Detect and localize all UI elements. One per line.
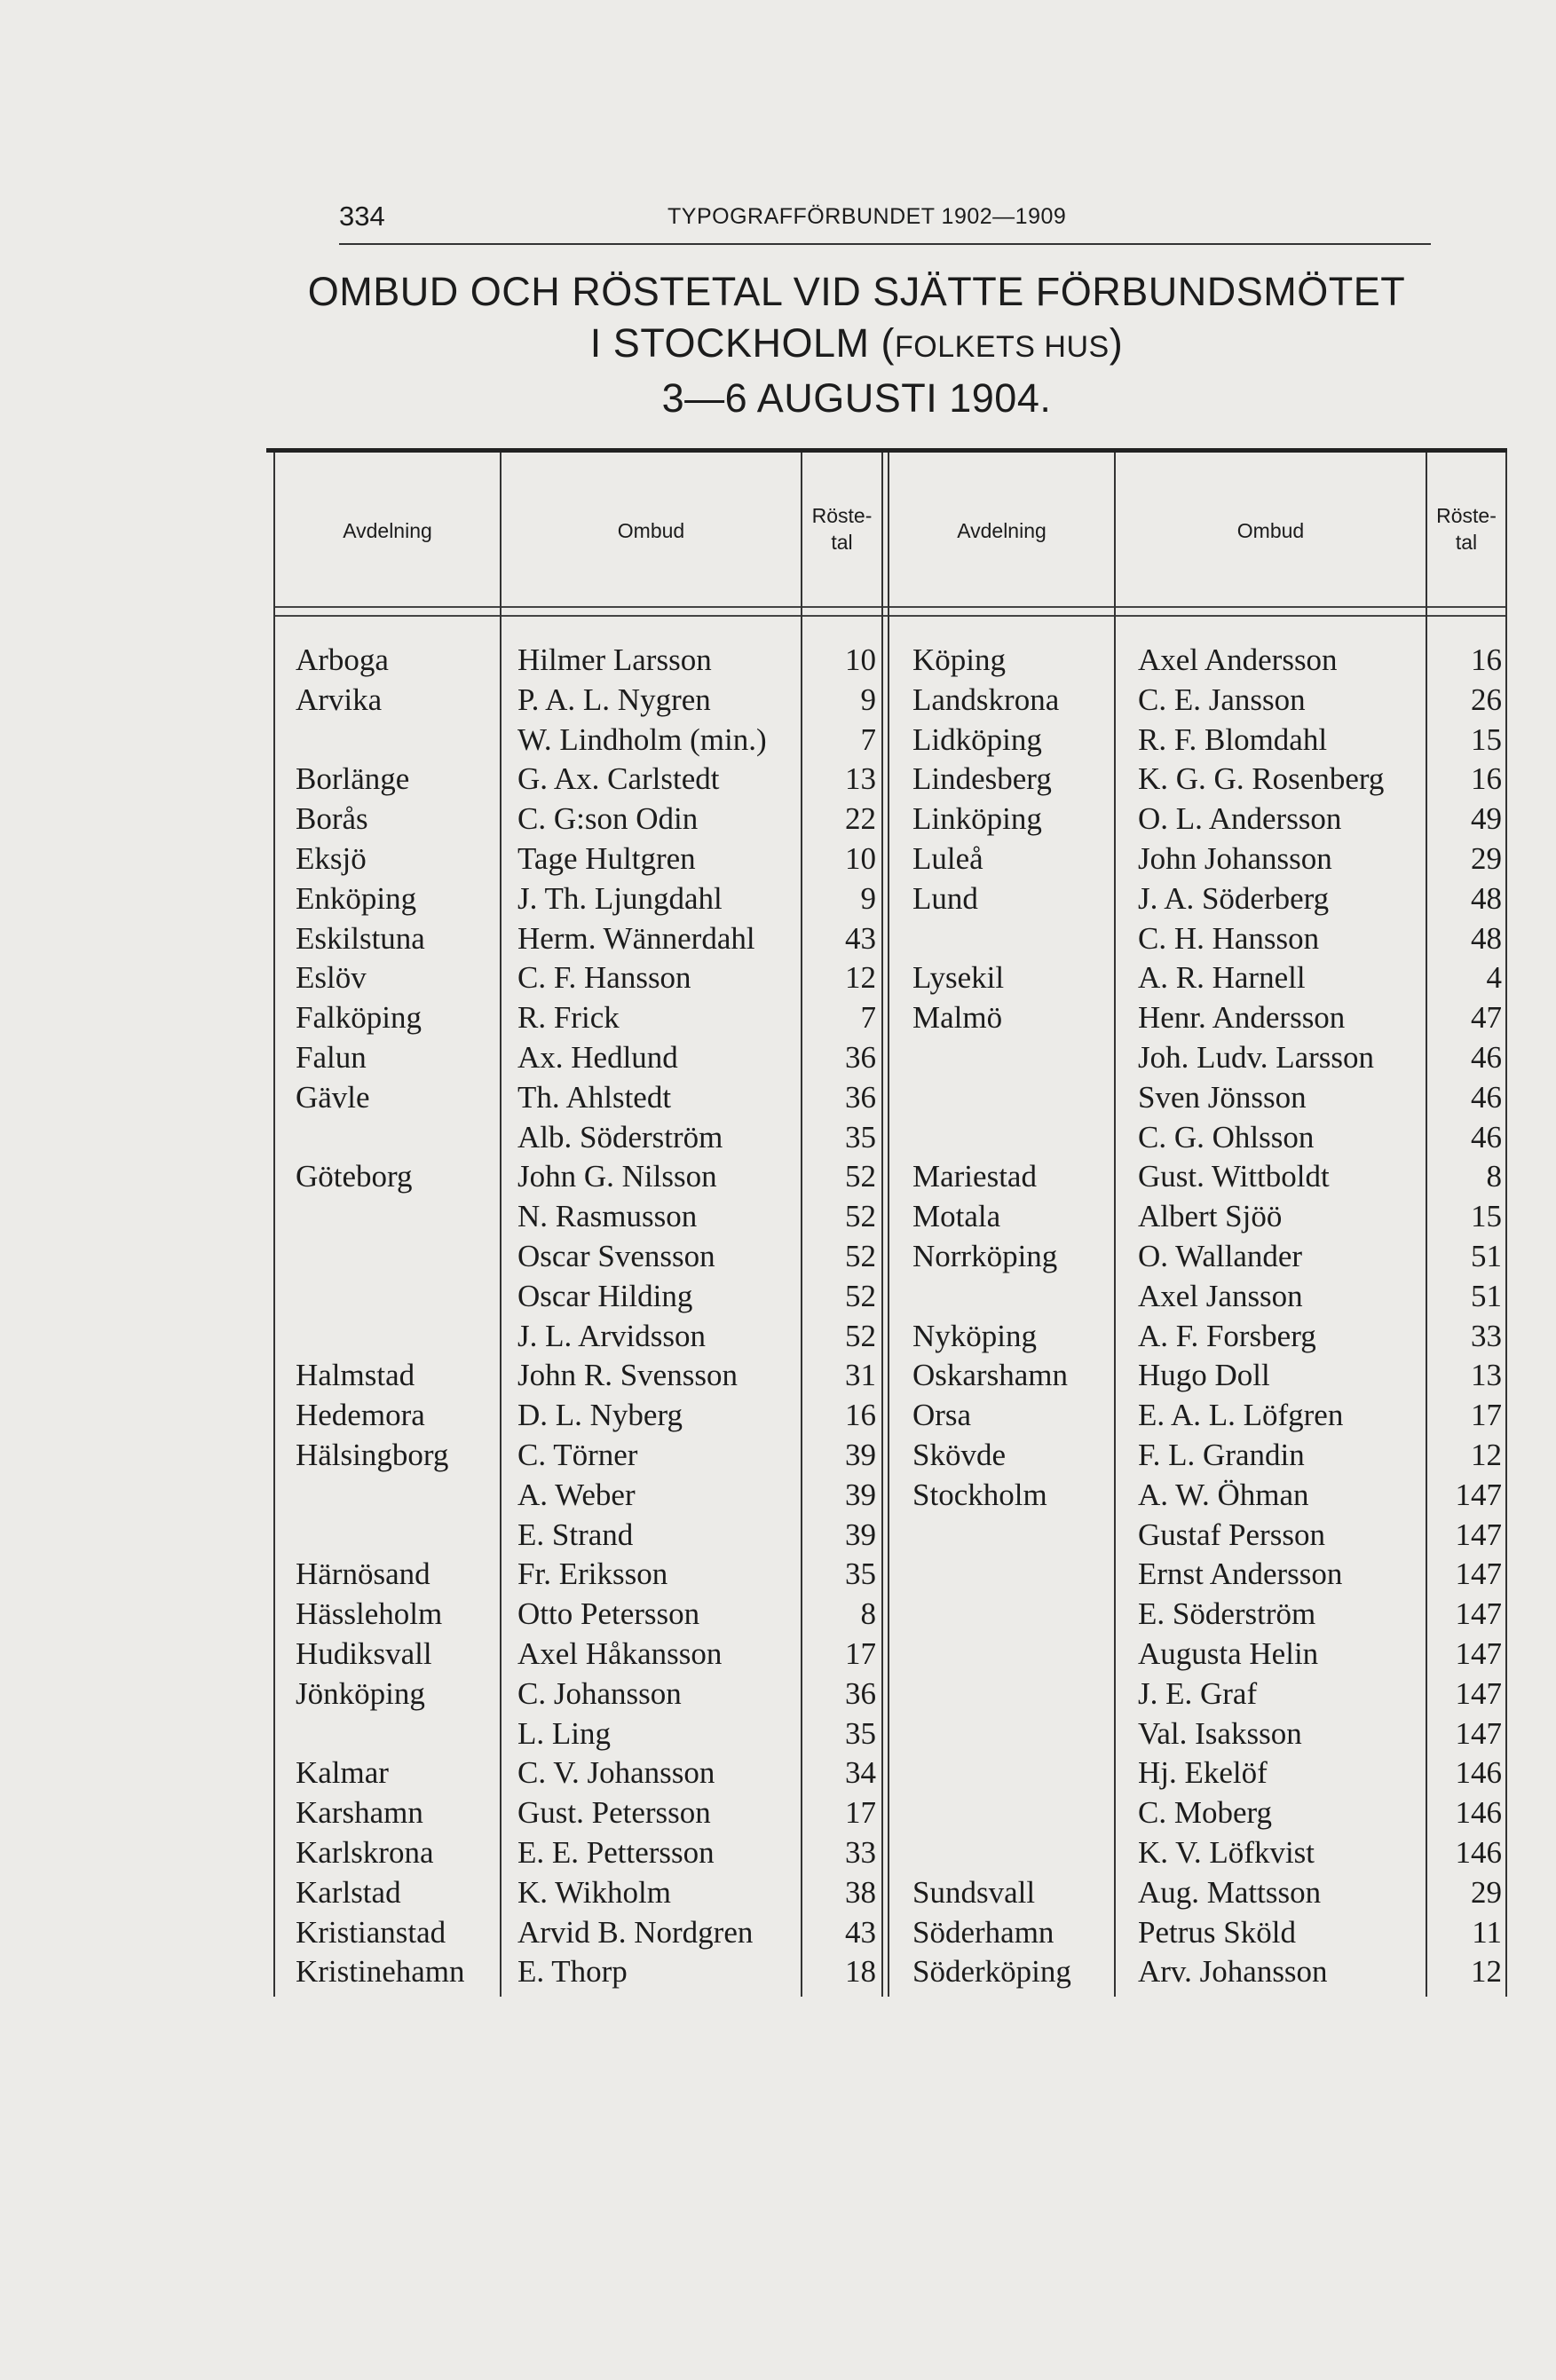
avdelning-cell: Lund xyxy=(912,880,978,916)
rostetal-cell: 36 xyxy=(845,1079,876,1115)
rostetal-cell: 29 xyxy=(1471,841,1502,876)
avdelning-cell: Härnösand xyxy=(296,1556,430,1592)
avdelning-cell: Halmstad xyxy=(296,1358,415,1393)
avdelning-cell: Borås xyxy=(296,801,368,837)
ombud-cell: C. E. Jansson xyxy=(1138,682,1306,717)
avdelning-cell: Kristinehamn xyxy=(296,1954,465,1990)
ombud-cell: Axel Jansson xyxy=(1138,1278,1303,1313)
ombud-cell: Arv. Johansson xyxy=(1138,1954,1328,1990)
avdelning-cell: Lindesberg xyxy=(912,761,1052,797)
ombud-cell: J. A. Söderberg xyxy=(1138,880,1330,916)
ombud-cell: C. H. Hansson xyxy=(1138,920,1320,956)
running-title: TYPOGRAFFÖRBUNDET 1902—1909 xyxy=(667,204,1067,229)
rostetal-cell: 16 xyxy=(1471,761,1502,797)
avdelning-cell: Karlstad xyxy=(296,1874,401,1910)
ombud-cell: Sven Jönsson xyxy=(1138,1079,1307,1115)
ombud-cell: N. Rasmusson xyxy=(517,1199,698,1234)
table-top-rule xyxy=(266,448,1507,453)
avdelning-cell: Hedemora xyxy=(296,1398,425,1433)
rostetal-cell: 52 xyxy=(845,1278,876,1313)
ombud-cell: Arvid B. Nordgren xyxy=(517,1914,754,1950)
rostetal-cell: 13 xyxy=(845,761,876,797)
rostetal-cell: 33 xyxy=(845,1835,876,1870)
page-number: 334 xyxy=(339,201,385,232)
ombud-cell: E. Strand xyxy=(517,1517,634,1552)
rostetal-cell: 4 xyxy=(1486,960,1502,996)
rostetal-cell: 39 xyxy=(845,1477,876,1512)
ombud-cell: G. Ax. Carlstedt xyxy=(517,761,720,797)
rostetal-cell: 147 xyxy=(1455,1477,1502,1512)
ombud-cell: E. Söderström xyxy=(1138,1596,1316,1632)
ombud-cell: Henr. Andersson xyxy=(1138,1000,1346,1036)
avdelning-cell: Söderhamn xyxy=(912,1914,1054,1950)
rostetal-cell: 146 xyxy=(1455,1755,1502,1791)
rostetal-cell: 43 xyxy=(845,1914,876,1950)
avdelning-cell: Göteborg xyxy=(296,1159,413,1194)
ombud-cell: Th. Ahlstedt xyxy=(517,1079,672,1115)
rostetal-cell: 48 xyxy=(1471,920,1502,956)
rostetal-cell: 10 xyxy=(845,642,876,677)
avdelning-cell: Kristianstad xyxy=(296,1914,446,1950)
ombud-cell: Fr. Eriksson xyxy=(517,1556,668,1592)
ombud-cell: C. F. Hansson xyxy=(517,960,691,996)
ombud-cell: Oscar Svensson xyxy=(517,1239,715,1273)
rostetal-cell: 52 xyxy=(845,1318,876,1353)
avdelning-cell: Söderköping xyxy=(912,1954,1071,1990)
avdelning-cell: Norrköping xyxy=(912,1239,1058,1273)
header-rule-b xyxy=(273,615,1507,617)
rostetal-cell: 31 xyxy=(845,1358,876,1393)
avdelning-cell: Jönköping xyxy=(296,1675,425,1711)
avdelning-cell: Gävle xyxy=(296,1079,370,1115)
ombud-cell: R. Frick xyxy=(517,1000,620,1036)
ombud-cell: Axel Andersson xyxy=(1138,642,1338,677)
title-line-2 xyxy=(266,318,1447,373)
header-rostetal-left xyxy=(802,502,881,556)
rostetal-cell: 47 xyxy=(1471,1000,1502,1036)
ombud-cell: Petrus Sköld xyxy=(1138,1914,1296,1950)
avdelning-cell: Lidköping xyxy=(912,721,1042,757)
title-line-2-c: ) xyxy=(1109,320,1124,366)
ombud-cell: R. F. Blomdahl xyxy=(1138,721,1328,757)
avdelning-cell: Falköping xyxy=(296,1000,422,1036)
rostetal-cell: 7 xyxy=(860,721,876,757)
rostetal-cell: 7 xyxy=(860,1000,876,1036)
rostetal-cell: 52 xyxy=(845,1159,876,1194)
ombud-cell: L. Ling xyxy=(517,1715,611,1751)
avdelning-cell: Karlskrona xyxy=(296,1835,434,1870)
ombud-cell: C. G:son Odin xyxy=(517,801,699,837)
rostetal-cell: 35 xyxy=(845,1119,876,1155)
avdelning-cell: Eksjö xyxy=(296,841,367,876)
ombud-cell: Ax. Hedlund xyxy=(517,1040,678,1075)
ombud-cell: D. L. Nyberg xyxy=(517,1398,683,1433)
ombud-cell: Alb. Söderström xyxy=(517,1119,723,1155)
avdelning-cell: Arvika xyxy=(296,682,383,717)
ombud-cell: John Johansson xyxy=(1138,841,1332,876)
ombud-cell: J. Th. Ljungdahl xyxy=(517,880,723,916)
ombud-cell: Albert Sjöö xyxy=(1138,1199,1283,1234)
col-divider-1 xyxy=(500,453,502,1997)
avdelning-cell: Motala xyxy=(912,1199,1001,1234)
ombud-cell: E. A. L. Löfgren xyxy=(1138,1398,1344,1433)
title-line-1: OMBUD OCH RÖSTETAL VID SJÄTTE FÖRBUNDSMÖTET xyxy=(307,269,1406,314)
rostetal-cell: 38 xyxy=(845,1874,876,1910)
rostetal-cell: 36 xyxy=(845,1675,876,1711)
ombud-cell: K. Wikholm xyxy=(517,1874,671,1910)
rostetal-cell: 52 xyxy=(845,1199,876,1234)
rostetal-cell: 18 xyxy=(845,1954,876,1990)
rostetal-cell: 22 xyxy=(845,801,876,837)
table-title xyxy=(266,266,1447,424)
avdelning-cell: Stockholm xyxy=(912,1477,1047,1512)
avdelning-cell: Luleå xyxy=(912,841,983,876)
ombud-cell: E. E. Pettersson xyxy=(517,1835,715,1870)
avdelning-cell: Eskilstuna xyxy=(296,920,425,956)
header-avdelning-left: Avdelning xyxy=(343,519,432,542)
ombud-cell: A. W. Öhman xyxy=(1138,1477,1309,1512)
avdelning-cell: Kalmar xyxy=(296,1755,389,1791)
rostetal-cell: 12 xyxy=(1471,1954,1502,1990)
ombud-cell: Gustaf Persson xyxy=(1138,1517,1325,1552)
ombud-cell: Gust. Petersson xyxy=(517,1795,711,1831)
ombud-cell: W. Lindholm (min.) xyxy=(517,721,767,757)
ombud-cell: Gust. Wittboldt xyxy=(1138,1159,1330,1194)
rostetal-cell: 16 xyxy=(1471,642,1502,677)
rostetal-cell: 39 xyxy=(845,1438,876,1472)
ombud-cell: K. G. G. Rosenberg xyxy=(1138,761,1385,797)
header-rostetal-left-1: Röste- xyxy=(811,504,873,527)
rostetal-cell: 10 xyxy=(845,841,876,876)
ombud-cell: A. F. Forsberg xyxy=(1138,1318,1316,1353)
header-rule xyxy=(339,243,1431,245)
rostetal-cell: 15 xyxy=(1471,1199,1502,1234)
rostetal-cell: 46 xyxy=(1471,1079,1502,1115)
header-rule-a xyxy=(273,606,1507,608)
col-divider-4 xyxy=(1114,453,1116,1997)
header-avdelning-right: Avdelning xyxy=(957,519,1047,542)
center-divider-b xyxy=(888,453,889,1997)
avdelning-cell: Arboga xyxy=(296,642,389,677)
ombud-cell: A. Weber xyxy=(517,1477,636,1512)
avdelning-cell: Hässleholm xyxy=(296,1596,443,1632)
rostetal-cell: 51 xyxy=(1471,1278,1502,1313)
header-rostetal-left-2: tal xyxy=(831,531,853,554)
ombud-cell: K. V. Löfkvist xyxy=(1138,1835,1315,1870)
rostetal-cell: 146 xyxy=(1455,1795,1502,1831)
rostetal-cell: 147 xyxy=(1455,1556,1502,1592)
rostetal-cell: 51 xyxy=(1471,1239,1502,1273)
rostetal-cell: 147 xyxy=(1455,1715,1502,1751)
rostetal-cell: 46 xyxy=(1471,1040,1502,1075)
rostetal-cell: 17 xyxy=(1471,1398,1502,1433)
ombud-cell: Hilmer Larsson xyxy=(517,642,712,677)
avdelning-cell: Hudiksvall xyxy=(296,1636,432,1671)
avdelning-cell: Karshamn xyxy=(296,1795,423,1831)
ombud-cell: J. L. Arvidsson xyxy=(517,1318,706,1353)
ombud-cell: C. Törner xyxy=(517,1438,638,1472)
header-rostetal-right xyxy=(1427,502,1505,556)
rostetal-cell: 11 xyxy=(1472,1914,1502,1950)
header-rostetal-right-1: Röste- xyxy=(1436,504,1497,527)
rostetal-cell: 52 xyxy=(845,1239,876,1273)
avdelning-cell: Landskrona xyxy=(912,682,1060,717)
header-ombud-left: Ombud xyxy=(617,519,685,542)
rostetal-cell: 12 xyxy=(845,960,876,996)
page-header xyxy=(339,197,1431,250)
rostetal-cell: 43 xyxy=(845,920,876,956)
ombud-cell: O. Wallander xyxy=(1138,1239,1303,1273)
title-line-2-a: I STOCKHOLM ( xyxy=(589,320,896,366)
ombud-cell: Augusta Helin xyxy=(1138,1636,1319,1671)
ombud-cell: Hj. Ekelöf xyxy=(1138,1755,1268,1791)
ombud-cell: Oscar Hilding xyxy=(517,1278,693,1313)
header-rostetal-right-2: tal xyxy=(1455,531,1478,554)
center-divider-a xyxy=(881,453,883,1997)
ombud-cell: P. A. L. Nygren xyxy=(517,682,711,717)
rostetal-cell: 146 xyxy=(1455,1835,1502,1870)
avdelning-cell: Linköping xyxy=(912,801,1042,837)
rostetal-cell: 49 xyxy=(1471,801,1502,837)
avdelning-cell: Orsa xyxy=(912,1398,972,1433)
rostetal-cell: 35 xyxy=(845,1715,876,1751)
rostetal-cell: 26 xyxy=(1471,682,1502,717)
avdelning-cell: Oskarshamn xyxy=(912,1358,1068,1393)
ombud-cell: A. R. Harnell xyxy=(1138,960,1306,996)
ombud-cell: Tage Hultgren xyxy=(517,841,696,876)
ombud-cell: Joh. Ludv. Larsson xyxy=(1138,1040,1375,1075)
avdelning-cell: Lysekil xyxy=(912,960,1005,996)
rostetal-cell: 8 xyxy=(1486,1159,1502,1194)
rostetal-cell: 147 xyxy=(1455,1636,1502,1671)
avdelning-cell: Hälsingborg xyxy=(296,1438,449,1472)
avdelning-cell: Malmö xyxy=(912,1000,1003,1036)
avdelning-cell: Eslöv xyxy=(296,960,367,996)
avdelning-cell: Falun xyxy=(296,1040,367,1075)
rostetal-cell: 46 xyxy=(1471,1119,1502,1155)
ombud-cell: John G. Nilsson xyxy=(517,1159,717,1194)
rostetal-cell: 17 xyxy=(845,1636,876,1671)
rostetal-cell: 17 xyxy=(845,1795,876,1831)
avdelning-cell: Borlänge xyxy=(296,761,410,797)
title-line-3: 3—6 AUGUSTI 1904. xyxy=(661,375,1052,421)
rostetal-cell: 29 xyxy=(1471,1874,1502,1910)
avdelning-cell: Enköping xyxy=(296,880,417,916)
avdelning-cell: Sundsvall xyxy=(912,1874,1036,1910)
ombud-cell: C. Moberg xyxy=(1138,1795,1273,1831)
table-left-border xyxy=(273,453,275,1997)
rostetal-cell: 36 xyxy=(845,1040,876,1075)
rostetal-cell: 39 xyxy=(845,1517,876,1552)
rostetal-cell: 16 xyxy=(845,1398,876,1433)
ombud-cell: Otto Petersson xyxy=(517,1596,700,1632)
ombud-cell: Val. Isaksson xyxy=(1138,1715,1302,1751)
rostetal-cell: 15 xyxy=(1471,721,1502,757)
rostetal-cell: 9 xyxy=(860,682,876,717)
rostetal-cell: 147 xyxy=(1455,1517,1502,1552)
avdelning-cell: Mariestad xyxy=(912,1159,1037,1194)
ombud-cell: J. E. Graf xyxy=(1138,1675,1258,1711)
ombud-cell: Hugo Doll xyxy=(1138,1358,1270,1393)
rostetal-cell: 33 xyxy=(1471,1318,1502,1353)
ombud-cell: Ernst Andersson xyxy=(1138,1556,1343,1592)
ombud-cell: E. Thorp xyxy=(517,1954,628,1990)
rostetal-cell: 35 xyxy=(845,1556,876,1592)
rostetal-cell: 8 xyxy=(860,1596,876,1632)
avdelning-cell: Skövde xyxy=(912,1438,1006,1472)
rostetal-cell: 147 xyxy=(1455,1596,1502,1632)
ombud-cell: C. G. Ohlsson xyxy=(1138,1119,1315,1155)
ombud-cell: C. V. Johansson xyxy=(517,1755,715,1791)
rostetal-cell: 147 xyxy=(1455,1675,1502,1711)
ombud-cell: Axel Håkansson xyxy=(517,1636,723,1671)
rostetal-cell: 12 xyxy=(1471,1438,1502,1472)
rostetal-cell: 34 xyxy=(845,1755,876,1791)
rostetal-cell: 13 xyxy=(1471,1358,1502,1393)
header-ombud-right: Ombud xyxy=(1236,519,1305,542)
rostetal-cell: 48 xyxy=(1471,880,1502,916)
avdelning-cell: Köping xyxy=(912,642,1006,677)
avdelning-cell: Nyköping xyxy=(912,1318,1037,1353)
ombud-cell: John R. Svensson xyxy=(517,1358,738,1393)
table-right-border xyxy=(1505,453,1507,1997)
ombud-cell: C. Johansson xyxy=(517,1675,682,1711)
ombud-cell: O. L. Andersson xyxy=(1138,801,1342,837)
ombud-cell: Herm. Wännerdahl xyxy=(517,920,755,956)
rostetal-cell: 9 xyxy=(860,880,876,916)
title-line-2-b: FOLKETS HUS xyxy=(895,330,1110,364)
delegate-table xyxy=(266,448,1507,1997)
ombud-cell: Aug. Mattsson xyxy=(1138,1874,1322,1910)
ombud-cell: F. L. Grandin xyxy=(1138,1438,1305,1472)
